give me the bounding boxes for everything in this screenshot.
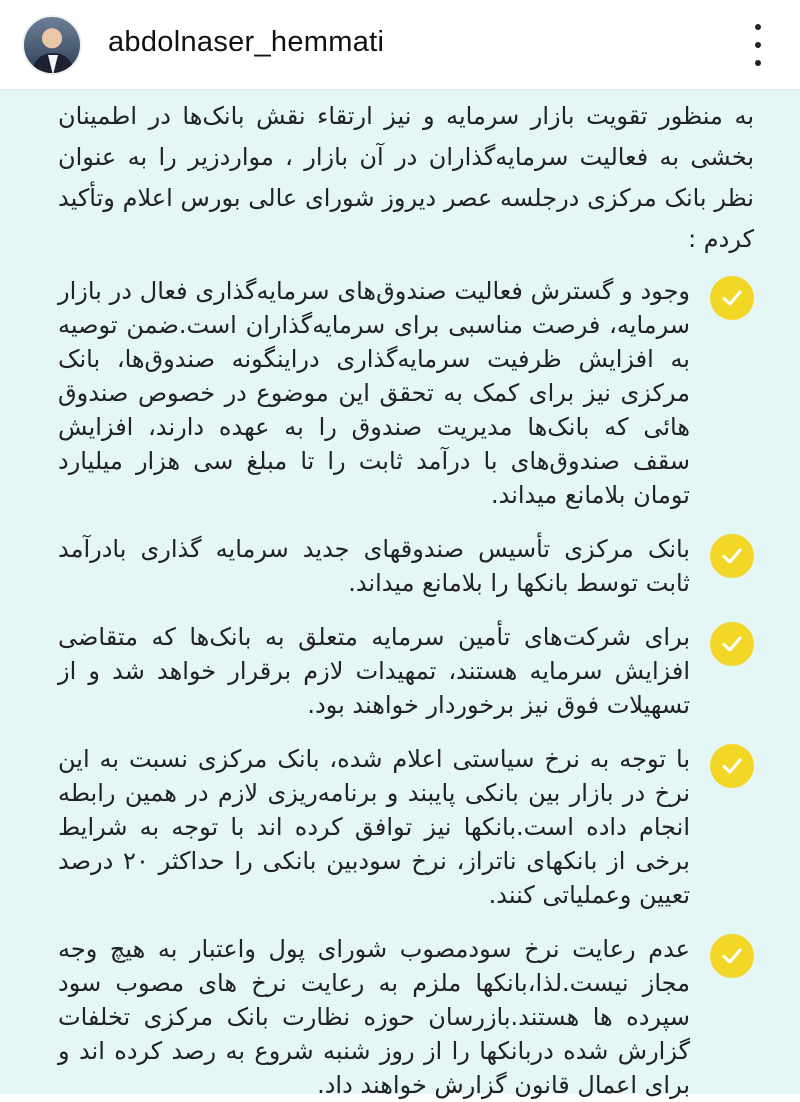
post-image[interactable] <box>0 90 800 1099</box>
list-item-text: برای شرکت‌های تأمین سرمایه متعلق به بانک‌ها که متقاضی افزایش سرمایه هستند، تمهیدات لازم برقرار خواهد شد و از تسهیلات فوق نیز برخوردار خواهند بود. <box>58 623 690 719</box>
checkmark-icon <box>710 534 754 578</box>
list-item <box>58 274 754 512</box>
more-dot <box>755 24 761 30</box>
list-item-text: با توجه به نرخ سیاستی اعلام شده، بانک مرکزی نسبت به این نرخ در بازار بین بانکی پایبند و برنامه‌ریزی لازم در همین رابطه انجام داده است.بانکها نیز توافق کرده اند با توجه به شرایط برخی از بانکهای ناتراز، نرخ سودبین بانکی را حداکثر ۲۰ درصد تعیین وعملیاتی کنند. <box>58 745 690 909</box>
more-dot <box>755 60 761 66</box>
checkmark-icon <box>710 622 754 666</box>
checkmark-icon <box>710 744 754 788</box>
checkmark-icon <box>710 934 754 978</box>
more-options-icon[interactable] <box>752 24 764 66</box>
post-header <box>0 0 800 90</box>
list-item-text: وجود و گسترش فعالیت صندوق‌های سرمایه‌گذاری فعال در بازار سرمایه، فرصت مناسبی برای سرمایه‌گذاران است.ضمن توصیه به افزایش ظرفیت سرمایه‌گذاری دراینگونه صندوق‌ها، بانک مرکزی نیز برای کمک به تحقق این موضوع در خصوص صندوق هائی که بانک‌ها مدیریت صندوق را به عهده دارند، افزایش سقف صندوق‌های با درآمد ثابت را تا مبلغ سی هزار میلیارد تومان بلامانع میداند. <box>58 277 690 509</box>
list-item <box>58 620 754 722</box>
list-item <box>58 532 754 600</box>
list-item-text: بانک مرکزی تأسیس صندوقهای جدید سرمایه گذاری بادرآمد ثابت توسط بانکها را بلامانع میداند. <box>58 535 690 597</box>
more-dot <box>755 42 761 48</box>
list-item <box>58 742 754 912</box>
list-item <box>58 932 754 1102</box>
list-item-text: عدم رعایت نرخ سودمصوب شورای پول واعتبار به هیچ وجه مجاز نیست.لذا،بانکها ملزم به رعایت نرخ های مصوب سود سپرده ها هستند.بازرسان حوزه نظارت بانک مرکزی تخلفات گزارش شده دربانکها را از روز شنبه شروع به رصد کرده اند و برای اعمال قانون گزارش خواهند داد. <box>58 935 690 1099</box>
username-link[interactable]: abdolnaser_hemmati <box>108 26 385 58</box>
post-intro-text: به منظور تقویت بازار سرمایه و نیز ارتقاء نقش بانک‌ها در اطمینان بخشی به فعالیت سرمایه‌گذاران در آن بازار ، مواردزیر را به عنوان نظر بانک مرکزی درجلسه عصر دیروز شورای عالی بورس اعلام وتأکید کردم : <box>58 102 754 253</box>
avatar[interactable] <box>22 15 82 75</box>
checkmark-icon <box>710 276 754 320</box>
